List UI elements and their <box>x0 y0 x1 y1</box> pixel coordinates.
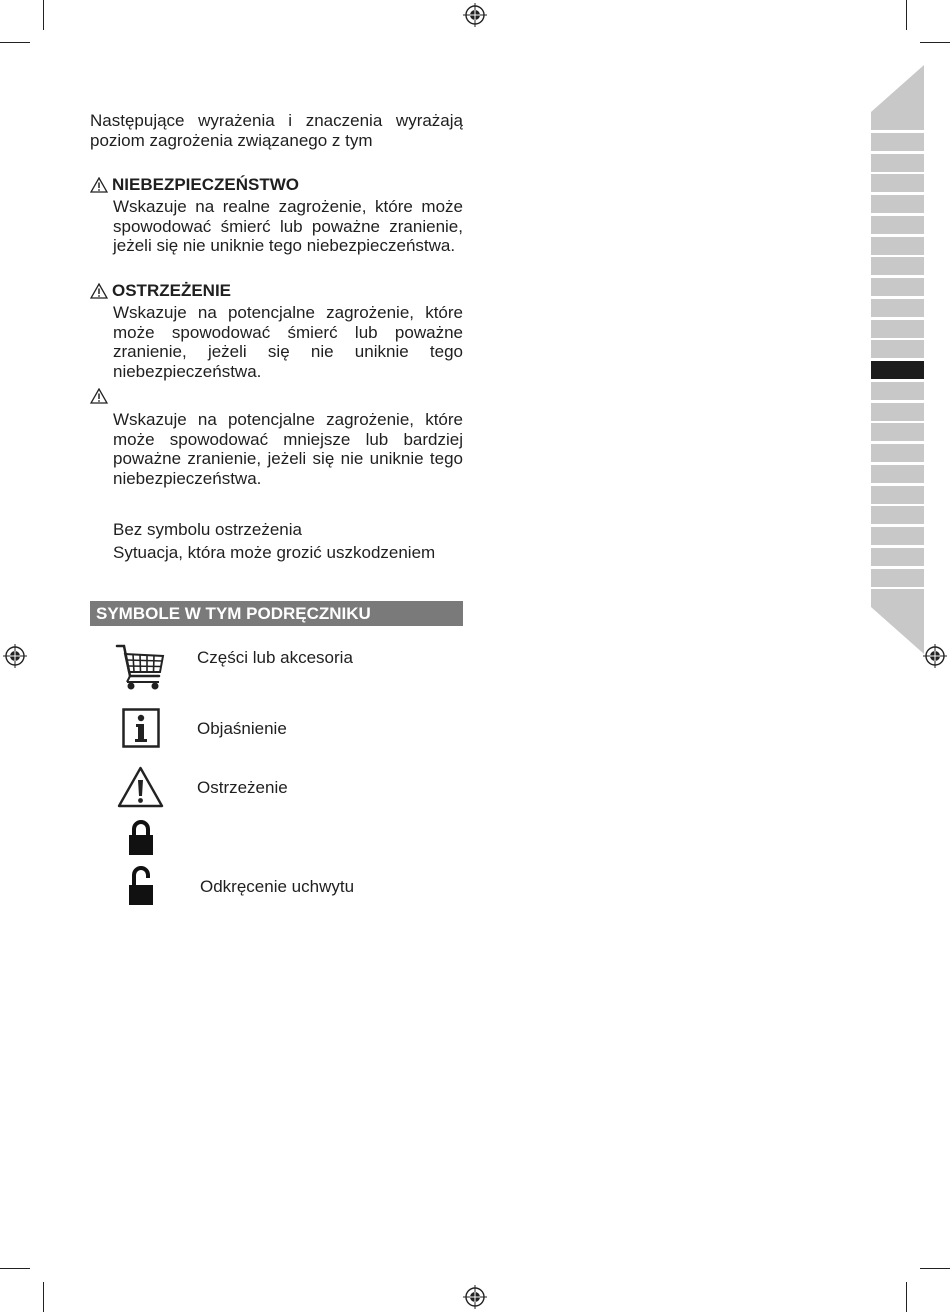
symbol-label-unlock: Odkręcenie uchwytu <box>200 877 355 896</box>
section-title: SYMBOLE W TYM PODRĘCZNIKU <box>90 601 463 626</box>
side-tab <box>871 340 924 360</box>
danger-description: Wskazuje na realne zagrożenie, które może spowodować śmierć lub poważne zranienie, jeżeli się nie uniknie tego niebezpieczeństwa. <box>113 197 463 255</box>
side-tab <box>871 133 924 153</box>
crop-mark <box>906 0 907 30</box>
danger-heading <box>90 175 299 195</box>
warning-heading-label: OSTRZEŻENIE <box>112 281 232 300</box>
side-tab-active <box>871 361 924 381</box>
danger-heading-label: NIEBEZPIECZEŃSTWO <box>112 175 300 194</box>
side-tab <box>871 548 924 568</box>
symbol-label-parts: Części lub akcesoria <box>197 648 353 667</box>
side-tab <box>871 486 924 506</box>
side-tab <box>871 465 924 485</box>
side-tab <box>871 237 924 257</box>
warning-description: Wskazuje na potencjalne zagrożenie, które może spowodować śmierć lub poważne zranienie, jeżeli się nie uniknie tego niebezpieczeństwa. <box>113 303 463 381</box>
info-icon <box>122 708 160 748</box>
warning-icon <box>90 177 108 193</box>
side-tab-top-triangle <box>871 65 924 112</box>
side-tab <box>871 299 924 319</box>
registration-mark-icon <box>463 3 487 27</box>
crop-mark <box>920 1268 950 1269</box>
symbol-label-warning: Ostrzeżenie <box>197 778 288 797</box>
crop-mark <box>906 1282 907 1312</box>
warning-heading <box>90 281 231 301</box>
side-tab <box>871 506 924 526</box>
side-tab <box>871 174 924 194</box>
side-tab <box>871 444 924 464</box>
side-tab <box>871 257 924 277</box>
no-symbol-description: Sytuacja, która może grozić uszkodzeniem <box>113 543 436 562</box>
no-symbol-heading: Bez symbolu ostrzeżenia <box>113 520 302 539</box>
caution-description: Wskazuje na potencjalne zagrożenie, które może spowodować mniejsze lub bardziej poważne zranienie, jeżeli się nie uniknie tego niebezpieczeństwa. <box>113 410 463 488</box>
crop-mark <box>43 1282 44 1312</box>
side-tab <box>871 423 924 443</box>
side-tab <box>871 382 924 402</box>
crop-mark <box>0 42 30 43</box>
lock-open-icon <box>128 866 154 906</box>
registration-mark-icon <box>463 1285 487 1309</box>
side-tab <box>871 216 924 236</box>
side-tab <box>871 112 924 132</box>
caution-heading <box>90 388 112 404</box>
registration-mark-icon <box>3 644 27 668</box>
side-tab <box>871 527 924 547</box>
registration-mark-icon <box>923 644 947 668</box>
intro-paragraph: Następujące wyrażenia i znaczenia wyrażają poziom zagrożenia związanego z tym <box>90 111 463 150</box>
crop-mark <box>920 42 950 43</box>
warning-icon <box>90 388 108 404</box>
side-tab <box>871 195 924 215</box>
side-tab <box>871 278 924 298</box>
lock-closed-icon <box>128 820 154 856</box>
side-tab-bottom-triangle <box>871 607 924 654</box>
side-tab <box>871 320 924 340</box>
warning-icon <box>117 766 164 808</box>
warning-icon <box>90 283 108 299</box>
side-tab <box>871 403 924 423</box>
crop-mark <box>43 0 44 30</box>
side-tab <box>871 154 924 174</box>
symbol-label-explanation: Objaśnienie <box>197 719 287 738</box>
crop-mark <box>0 1268 30 1269</box>
shopping-cart-icon <box>115 642 167 692</box>
side-tab <box>871 569 924 589</box>
